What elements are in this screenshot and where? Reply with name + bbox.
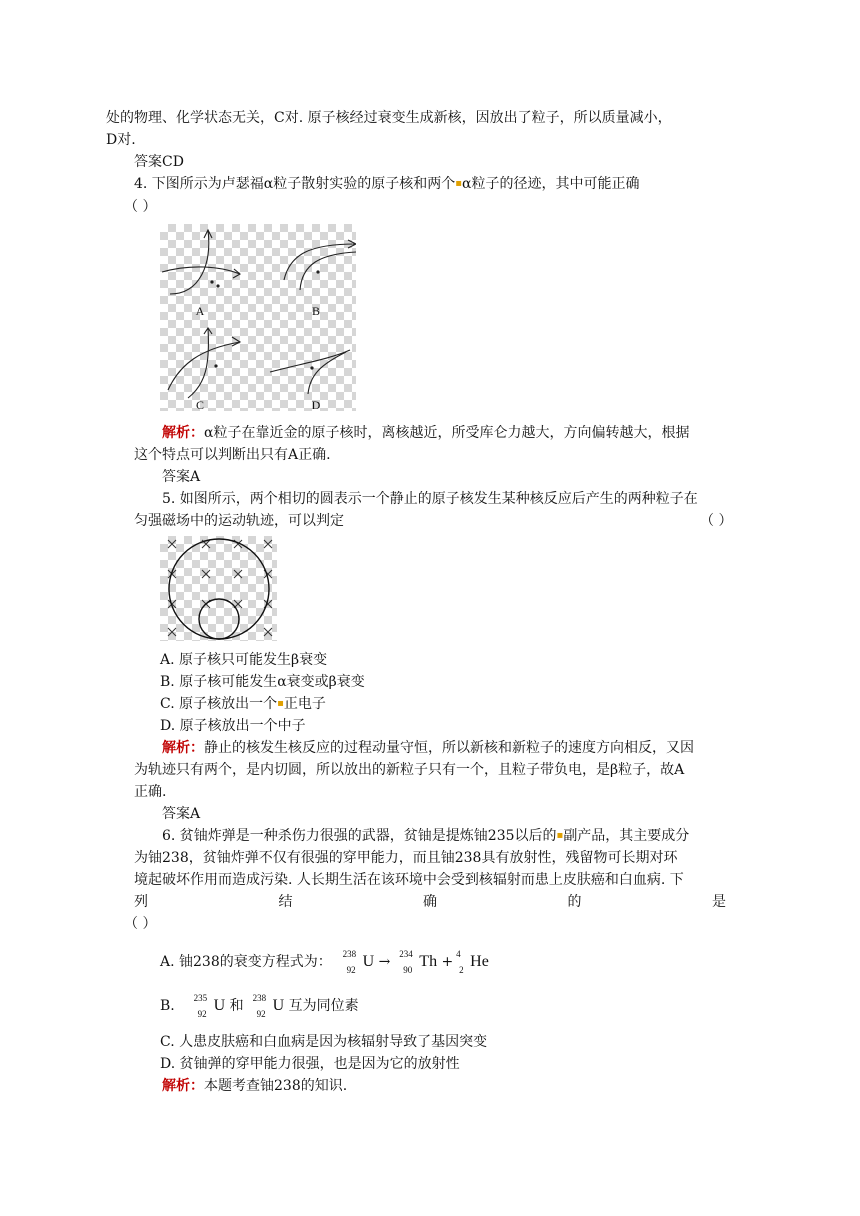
answer-3: 答案CD (134, 154, 184, 170)
option-a-prefix: A. 铀238的衰变方程式为： (160, 954, 332, 970)
option-c-text-b: 正电子 (283, 696, 326, 712)
uranium-238-b: 238 92 U (252, 993, 285, 1019)
spread-word: 是 (712, 894, 726, 910)
text-line: 为铀238，贫铀炸弹不仅有很强的穿甲能力，而且铀238具有放射性，残留物可长期对环 (134, 850, 678, 866)
spread-word: 列 (134, 894, 148, 910)
figure-label-d: D (311, 398, 321, 411)
question-6-paren: （ ） (124, 916, 157, 932)
analysis-text: α粒子在靠近金的原子核时，离核越近，所受库仑力越大，方向偏转越大，根据 (204, 425, 690, 441)
analysis-4 (162, 423, 689, 443)
question-4-text-b: α粒子的径迹，其中可能正确 (462, 176, 640, 192)
option-b-formula-line (160, 993, 359, 1019)
figure-label-c: C (195, 398, 205, 411)
magnetic-field-diagram (160, 536, 277, 641)
analysis-label: 解析： (162, 425, 204, 441)
question-5: 5. 如图所示，两个相切的圆表示一个静止的原子核发生某种核反应后产生的两种粒子在 (162, 491, 698, 507)
text-line: D对. (106, 132, 136, 148)
option-c-text-a: C. 原子核放出一个 (160, 696, 278, 712)
arrow-symbol: → (378, 954, 391, 970)
small-orbit-circle (199, 599, 239, 639)
question-4-paren: （ ） (124, 199, 157, 215)
nucleus-dot-c (214, 364, 217, 367)
figure-label-a: A (195, 304, 205, 318)
spread-word: 确 (423, 894, 437, 910)
nucleus-dot-b (316, 270, 319, 273)
helium-4: 4 2 He (456, 949, 489, 975)
text-line: 为轨迹只有两个，是内切圆，所以放出的新粒子只有一个，且粒子带负电，是β粒子，故A (134, 762, 685, 778)
and-word: 和 (229, 998, 244, 1014)
figure-scattering (160, 224, 356, 411)
figure-magnetic-field (160, 536, 277, 641)
mark-dot: ▪ (277, 698, 284, 709)
scattering-diagrams (160, 224, 356, 411)
question-4-text-a: 4. 下图所示为卢瑟福α粒子散射实验的原子核和两个 (134, 176, 456, 192)
question-5-paren: （ ） (700, 513, 733, 529)
question-6-text-b: 副产品，其主要成分 (563, 828, 690, 844)
figure-label-b: B (311, 304, 321, 318)
option-b-prefix: B. (160, 998, 175, 1014)
thorium-234: 234 90 Th (399, 949, 438, 975)
analysis-6 (162, 1076, 347, 1096)
plus-symbol: + (441, 954, 454, 970)
option-c-6: C. 人患皮肤癌和白血病是因为核辐射导致了基因突变 (160, 1034, 488, 1050)
option-a-formula-line (160, 949, 489, 975)
analysis-label: 解析： (162, 1078, 204, 1094)
uranium-235: 235 92 U (193, 993, 226, 1019)
question-6-text-a: 6. 贫铀炸弹是一种杀伤力很强的武器，贫铀是提炼铀235以后的 (162, 828, 557, 844)
text-line: 这个特点可以判断出只有A正确. (134, 447, 331, 463)
text-line: 正确. (134, 784, 167, 800)
option-b: B. 原子核可能发生α衰变或β衰变 (160, 674, 365, 690)
option-a: A. 原子核只可能发生β衰变 (160, 652, 328, 668)
question-4 (134, 174, 640, 194)
uranium-238: 238 92 U (342, 949, 375, 975)
option-d-6: D. 贫铀弹的穿甲能力很强，也是因为它的放射性 (160, 1056, 460, 1072)
option-b-suffix: 互为同位素 (288, 998, 359, 1014)
text-line: 匀强磁场中的运动轨迹，可以判定 (134, 513, 344, 529)
mark-dot: ▪ (556, 830, 564, 841)
analysis-5 (162, 738, 694, 758)
nucleus-dot-d (310, 366, 313, 369)
option-d: D. 原子核放出一个中子 (160, 718, 306, 734)
spread-line (134, 892, 726, 912)
analysis-label: 解析： (162, 740, 204, 756)
large-orbit-circle (169, 539, 269, 639)
answer-4: 答案A (162, 469, 201, 485)
analysis-text: 静止的核发生核反应的过程动量守恒，所以新核和新粒子的速度方向相反，又因 (204, 740, 694, 756)
spread-word: 的 (567, 894, 582, 910)
text-line: 境起破坏作用而造成污染. 人长期生活在该环境中会受到核辐射而患上皮肤癌和白血病. 下 (134, 872, 684, 888)
spread-word: 结 (278, 894, 293, 910)
nucleus-dot-a (210, 280, 213, 283)
text-line: 处的物理、化学状态无关，C对. 原子核经过衰变生成新核，因放出了粒子，所以质量减小， (106, 110, 672, 126)
question-6 (162, 826, 689, 846)
option-c (160, 694, 326, 714)
analysis-text: 本题考查铀238的知识. (204, 1078, 348, 1094)
mark-dot: ▪ (455, 178, 463, 189)
answer-5: 答案A (162, 806, 201, 822)
